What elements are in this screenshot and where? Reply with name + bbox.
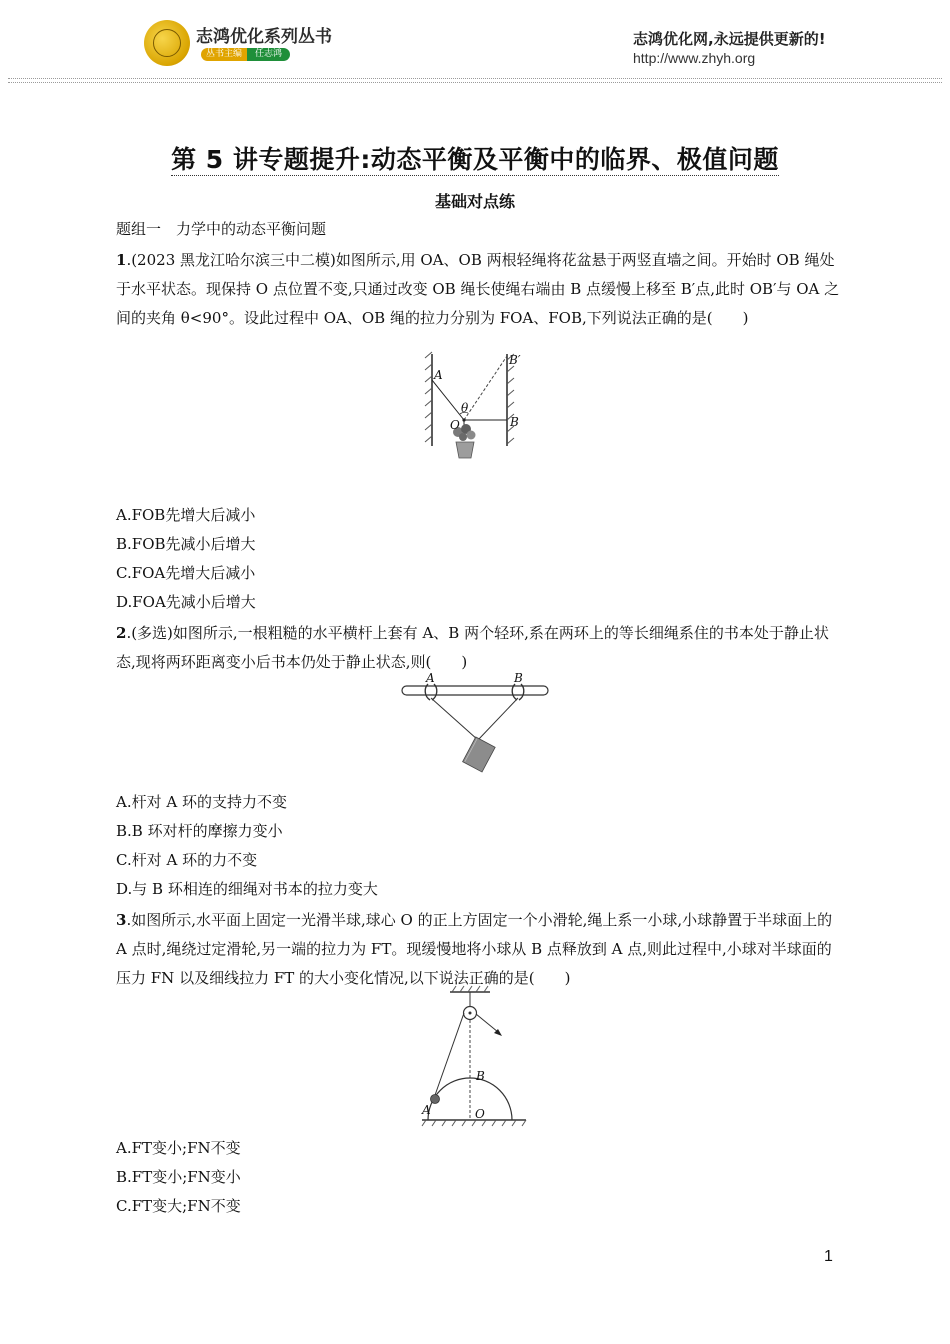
figure-q3-hemisphere bbox=[418, 984, 533, 1129]
question-number: 1 bbox=[116, 251, 127, 269]
q1-option-b[interactable]: B.FOB先减小后增大 bbox=[116, 535, 256, 553]
label-b: B bbox=[476, 1069, 485, 1083]
question-text: .(2023 黑龙江哈尔滨三中二模)如图所示,用 OA、OB 两根轻绳将花盆悬于两竖直墙之间。开始时 OB 绳处于水平状态。现保持 O 点位置不变,只通过改变 OB 绳长使绳右端由 B 点缓慢上移至 B′点,此时 OB′与 OA 之间的夹角 θ<90°。设此过程中 OA、OB 绳的拉力分别为 FOA、FOB,下列说法正确的是( ) bbox=[116, 251, 840, 327]
label-o: O bbox=[475, 1107, 485, 1121]
header-divider bbox=[8, 78, 942, 79]
editor-label: 丛书主编 bbox=[201, 48, 247, 61]
header-url[interactable]: http://www.zhyh.org bbox=[633, 50, 756, 66]
q1-option-c[interactable]: C.FOA先增大后减小 bbox=[116, 564, 256, 582]
logo-emblem bbox=[144, 20, 190, 66]
series-title: 志鸿优化系列丛书 bbox=[196, 27, 332, 47]
section-subtitle: 基础对点练 bbox=[434, 192, 515, 211]
question-number: 2 bbox=[116, 624, 127, 642]
editor-name: 任志鸿 bbox=[247, 48, 290, 61]
header-divider-2 bbox=[8, 82, 942, 83]
q2-option-d[interactable]: D.与 B 环相连的细绳对书本的拉力变大 bbox=[116, 880, 378, 898]
group-title: 题组一 力学中的动态平衡问题 bbox=[116, 220, 327, 238]
q3-option-b[interactable]: B.FT变小;FN变小 bbox=[116, 1168, 241, 1186]
figure-q1-flowerpot bbox=[420, 350, 530, 462]
q2-option-b[interactable]: B.B 环对杆的摩擦力变小 bbox=[116, 822, 283, 840]
q3-option-c[interactable]: C.FT变大;FN不变 bbox=[116, 1197, 241, 1215]
question-text: .如图所示,水平面上固定一光滑半球,球心 O 的正上方固定一个小滑轮,绳上系一小球,小球静置于半球面上的 A 点时,绳绕过定滑轮,另一端的拉力为 FT。现缓慢地将小球从 B 点释放到 A 点,则此过程中,小球对半球面的压力 FN 以及细线拉力 FT 的大小变化情况,以下说法正确的是( ) bbox=[116, 911, 833, 987]
question-1-stem bbox=[116, 246, 840, 333]
label-theta: θ bbox=[461, 401, 469, 415]
q2-option-a[interactable]: A.杆对 A 环的支持力不变 bbox=[116, 793, 287, 811]
label-o: O bbox=[450, 418, 460, 432]
q1-option-d[interactable]: D.FOA先减小后增大 bbox=[116, 593, 256, 611]
header-slogan: 志鸿优化网,永远提供更新的! bbox=[633, 30, 826, 48]
page-title-text: 第 5 讲专题提升:动态平衡及平衡中的临界、极值问题 bbox=[171, 145, 779, 174]
question-text: .(多选)如图所示,一根粗糙的水平横杆上套有 A、B 两个轻环,系在两环上的等长细绳系住的书本处于静止状态,现将两环距离变小后书本仍处于静止状态,则( ) bbox=[116, 624, 829, 671]
label-a: A bbox=[434, 368, 443, 382]
label-b-prime: B′ bbox=[509, 353, 521, 367]
label-ring-b: B bbox=[514, 671, 523, 685]
q1-option-a[interactable]: A.FOB先增大后减小 bbox=[116, 506, 256, 524]
label-a: A bbox=[422, 1103, 431, 1117]
question-number: 3 bbox=[116, 911, 127, 929]
editor-badge bbox=[201, 48, 290, 61]
page-title bbox=[0, 140, 950, 176]
label-b: B bbox=[510, 415, 519, 429]
q2-option-c[interactable]: C.杆对 A 环的力不变 bbox=[116, 851, 258, 869]
question-3-stem bbox=[116, 906, 840, 993]
q3-option-a[interactable]: A.FT变小;FN不变 bbox=[116, 1139, 241, 1157]
page-number: 1 bbox=[824, 1248, 833, 1265]
figure-q2-book bbox=[398, 670, 553, 776]
question-2-stem bbox=[116, 619, 840, 677]
label-ring-a: A bbox=[426, 671, 435, 685]
